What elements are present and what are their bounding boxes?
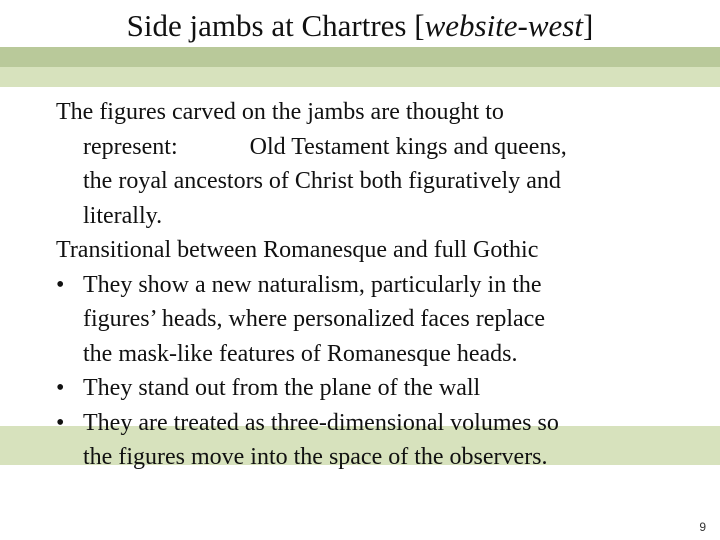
para1-line4: literally. (83, 202, 163, 229)
bullet-marker: • (56, 409, 65, 436)
slide-body (56, 95, 696, 475)
slide-title-italic: website-west (424, 8, 583, 43)
bullet1-line2: figures’ heads, where personalized faces replace (83, 306, 545, 332)
para1-line1: The figures carved on the jambs are thought to (56, 99, 504, 125)
page-number: 9 (699, 520, 706, 534)
slide-title-text: Side jambs at Chartres [ (126, 8, 425, 43)
bullet3-text: They are treated as three-dimensional volumes so (83, 409, 559, 436)
bullet1-line1 (56, 268, 696, 303)
slide-title-close: ] (582, 8, 594, 43)
bullet-marker: • (56, 271, 65, 298)
para1-line2-label: represent: (83, 133, 178, 160)
bullet1-line3: the mask-like features of Romanesque heads. (83, 340, 518, 367)
bullet2-text: They stand out from the plane of the wall (83, 375, 481, 401)
para1-line2-text: Old Testament kings and queens, (249, 133, 567, 160)
para1-line3: the royal ancestors of Christ both figuratively and (83, 168, 561, 194)
bullet-marker: • (56, 375, 65, 401)
bullet3-line1 (56, 406, 696, 441)
header-band-light (0, 67, 720, 87)
slide-title (0, 6, 720, 46)
para1-line2 (56, 130, 696, 165)
para2-line: Transitional between Romanesque and full Gothic (56, 237, 539, 263)
bullet2-line1 (56, 371, 696, 406)
bullet3-line2: the figures move into the space of the observers. (83, 444, 548, 470)
bullet1-text: They show a new naturalism, particularly in the (83, 271, 542, 298)
header-band-dark (0, 47, 720, 67)
